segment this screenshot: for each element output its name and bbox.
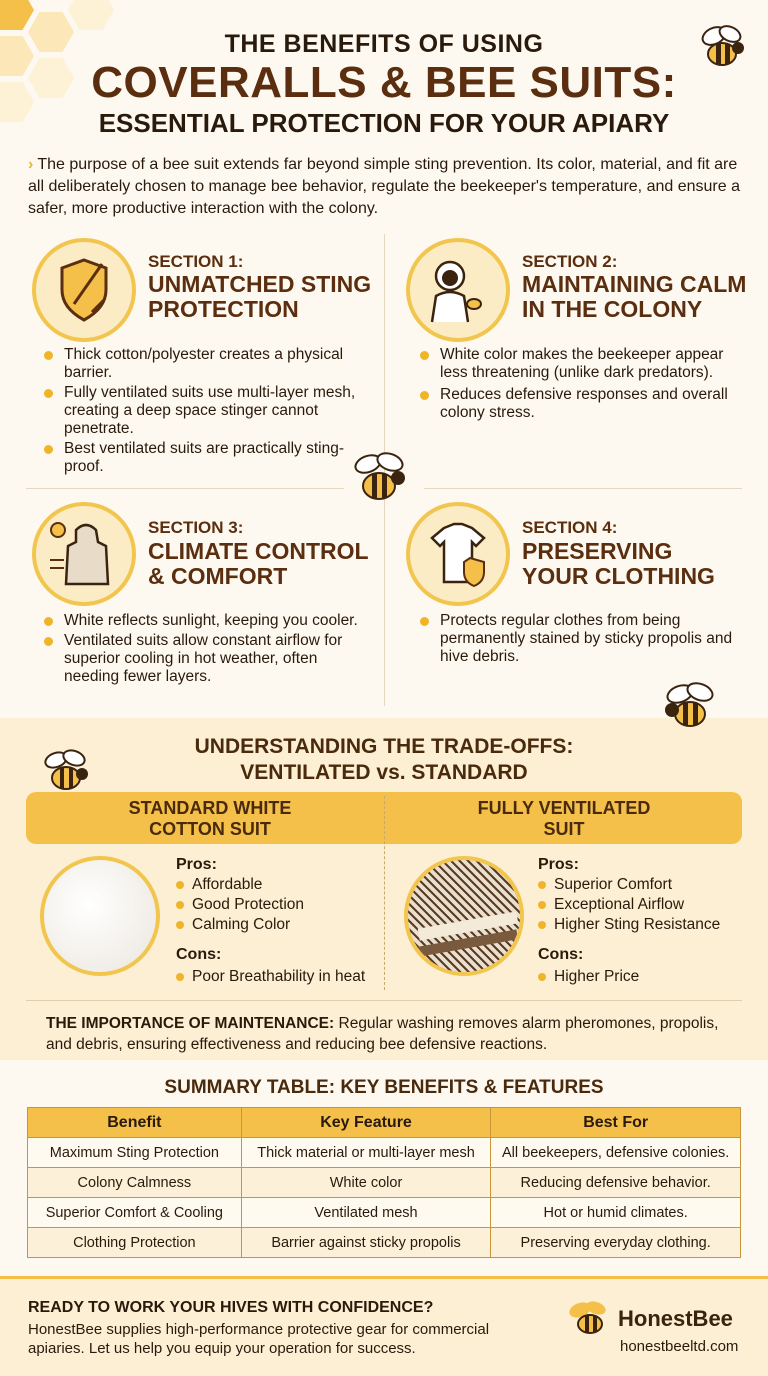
table-cell: Maximum Sting Protection: [28, 1138, 242, 1168]
standard-cons-list: [176, 967, 365, 987]
list-item: Ventilated suits allow constant airflow for superior cooling in hot weather, often needing fewer layers.: [44, 632, 364, 686]
table-cell: Hot or humid climates.: [491, 1198, 741, 1228]
list-item: Poor Breathability in heat: [176, 967, 365, 987]
table-header-row: [28, 1108, 741, 1138]
list-item: Higher Price: [538, 967, 639, 987]
ventilated-pros-label: Pros:: [538, 856, 579, 873]
title-line-1: THE BENEFITS OF USING: [224, 30, 544, 58]
ventilated-cons-list: [538, 967, 639, 987]
bee-icon: [658, 678, 722, 736]
list-item: Affordable: [176, 875, 304, 895]
table-cell: Colony Calmness: [28, 1168, 242, 1198]
list-item: White color makes the beekeeper appear less threatening (unlike dark predators).: [420, 346, 750, 382]
ventilated-pros-list: [538, 875, 720, 935]
standard-pros-label: Pros:: [176, 856, 217, 873]
column-header: Key Feature: [241, 1108, 491, 1138]
summary-table: [27, 1107, 741, 1258]
table-cell: Ventilated mesh: [241, 1198, 491, 1228]
table-cell: Clothing Protection: [28, 1228, 242, 1258]
table-cell: Superior Comfort & Cooling: [28, 1198, 242, 1228]
section-4-label: SECTION 4:: [522, 518, 618, 537]
table-row: [28, 1198, 741, 1228]
cta-text: HonestBee supplies high-performance protective gear for commercial apiaries. Let us help you equip your operation for success.: [28, 1321, 490, 1357]
section-2-title: MAINTAINING CALM IN THE COLONY: [522, 271, 747, 322]
ventilated-suit-heading: FULLY VENTILATED SUIT: [477, 798, 651, 839]
standard-pros-list: [176, 875, 304, 935]
chevron-right-icon: ›: [28, 156, 34, 173]
table-row: [28, 1228, 741, 1258]
sun-ventilated-suit-icon: [32, 502, 136, 606]
list-item: Calming Color: [176, 915, 304, 935]
intro-paragraph: [28, 154, 748, 220]
section-4-title: PRESERVING YOUR CLOTHING: [522, 538, 715, 589]
list-item: Thick cotton/polyester creates a physical barrier.: [44, 346, 364, 382]
shirt-shield-icon: [406, 502, 510, 606]
beekeeper-bee-icon: [406, 238, 510, 342]
section-3-title: CLIMATE CONTROL & COMFORT: [148, 538, 369, 589]
list-item: Exceptional Airflow: [538, 895, 720, 915]
standard-suit-heading: STANDARD WHITE COTTON SUIT: [128, 798, 292, 839]
list-item: Best ventilated suits are practically sting-proof.: [44, 440, 364, 476]
list-item: White reflects sunlight, keeping you cooler.: [44, 612, 364, 630]
table-row: [28, 1138, 741, 1168]
ventilated-cons-label: Cons:: [538, 946, 584, 963]
maintenance-divider: [26, 1000, 742, 1001]
section-2-bullets: [420, 346, 750, 424]
list-item: Reduces defensive responses and overall colony stress.: [420, 386, 750, 422]
section-3-bullets: [44, 612, 364, 688]
list-item: Higher Sting Resistance: [538, 915, 720, 935]
website-link[interactable]: honestbeeltd.com: [620, 1338, 739, 1355]
section-2-label: SECTION 2:: [522, 252, 618, 271]
mesh-fabric-swatch: [404, 856, 524, 976]
tradeoffs-title: UNDERSTANDING THE TRADE-OFFS: VENTILATED vs. STANDARD: [194, 735, 574, 784]
column-header: Benefit: [28, 1108, 242, 1138]
column-header: Best For: [491, 1108, 741, 1138]
maintenance-note: [46, 1013, 746, 1055]
bee-icon: [346, 448, 412, 508]
list-item: Protects regular clothes from being permanently stained by sticky propolis and hive debris.: [420, 612, 740, 666]
list-item: Fully ventilated suits use multi-layer mesh, creating a deep space stinger cannot penetrate.: [44, 384, 364, 438]
summary-title: SUMMARY TABLE: KEY BENEFITS & FEATURES: [164, 1077, 604, 1098]
page-header: [0, 0, 768, 140]
section-1-label: SECTION 1:: [148, 252, 244, 271]
table-cell: Thick material or multi-layer mesh: [241, 1138, 491, 1168]
cta-title: READY TO WORK YOUR HIVES WITH CONFIDENCE?: [28, 1299, 434, 1316]
section-1-bullets: [44, 346, 364, 478]
list-item: Good Protection: [176, 895, 304, 915]
table-cell: Reducing defensive behavior.: [491, 1168, 741, 1198]
maintenance-label: THE IMPORTANCE OF MAINTENANCE:: [46, 1015, 335, 1032]
section-divider-horizontal: [424, 488, 742, 489]
section-4-bullets: [420, 612, 740, 668]
brand-name: HonestBee: [618, 1306, 733, 1331]
shield-stinger-icon: [32, 238, 136, 342]
cotton-fabric-swatch: [40, 856, 160, 976]
table-cell: White color: [241, 1168, 491, 1198]
section-1-title: UNMATCHED STING PROTECTION: [148, 271, 372, 322]
section-divider-vertical: [384, 496, 385, 706]
section-divider-horizontal: [26, 488, 344, 489]
honestbee-logo-icon: [566, 1298, 614, 1336]
title-line-2: COVERALLS & BEE SUITS:: [91, 58, 677, 107]
section-divider-vertical: [384, 234, 385, 484]
section-3-label: SECTION 3:: [148, 518, 244, 537]
title-line-3: ESSENTIAL PROTECTION FOR YOUR APIARY: [98, 108, 670, 138]
list-item: Superior Comfort: [538, 875, 720, 895]
table-row: [28, 1168, 741, 1198]
table-cell: All beekeepers, defensive colonies.: [491, 1138, 741, 1168]
comparison-divider: [384, 796, 385, 990]
standard-cons-label: Cons:: [176, 946, 222, 963]
intro-text: The purpose of a bee suit extends far beyond simple sting prevention. Its color, material, and fit are all deliberately chosen to manage bee behavior, regulate the beekeeper's temperature, and ensure a safer, more productive interaction with the colony.: [28, 156, 740, 217]
table-cell: Barrier against sticky propolis: [241, 1228, 491, 1258]
maintenance-text: Regular washing removes alarm pheromones, propolis, and debris, ensuring effectiveness and reducing bee defensive reactions.: [46, 1015, 719, 1053]
table-cell: Preserving everyday clothing.: [491, 1228, 741, 1258]
